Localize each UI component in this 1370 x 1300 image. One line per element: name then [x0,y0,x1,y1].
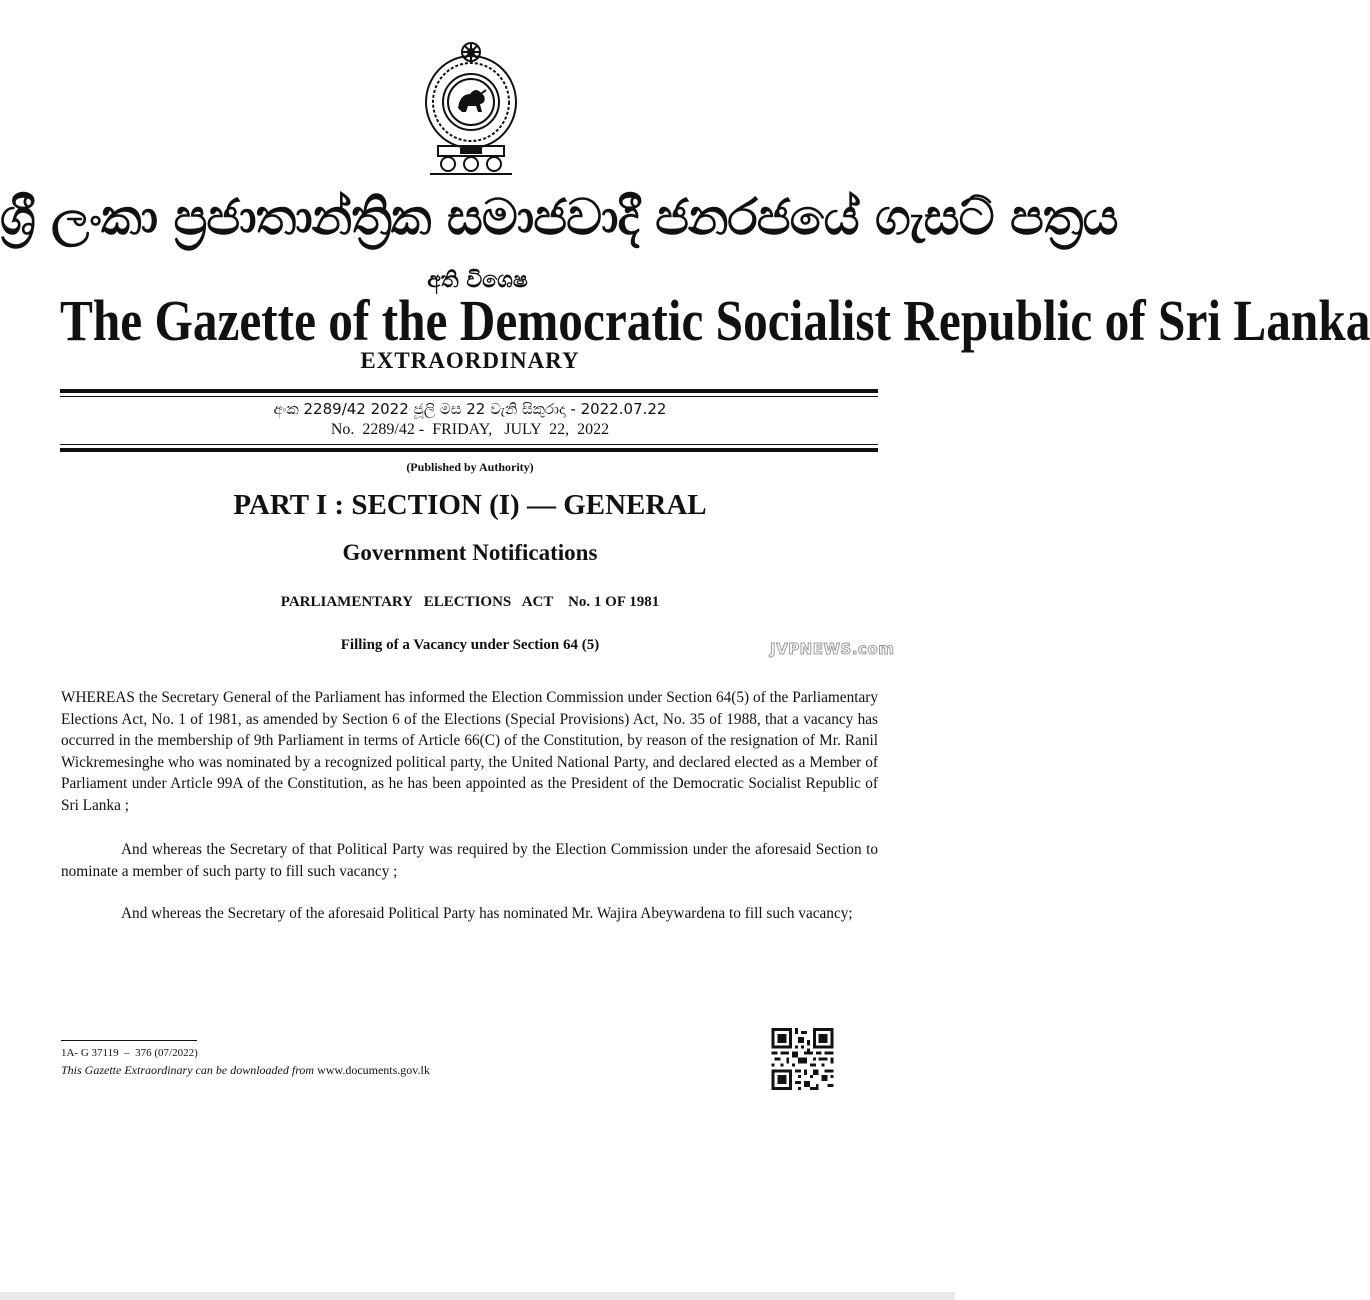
footnote-download [61,1063,430,1078]
paragraph-secretary-required: And whereas the Secretary of that Political Party was required by the Election Commission under the aforesaid Section to nominate a member of such party to fill such vacancy ; [61,841,878,880]
header-rule-bottom-thin [60,444,878,445]
paragraph-whereas: WHEREAS the Secretary General of the Parliament has informed the Election Commission under Section 64(5) of the Parliamentary Elections Act, No. 1 of 1981, as amended by Section 6 of the Elections (Special Provisions) Act, No. 35 of 1988, that a vacancy has occurred in the membership of 9th Parliament in terms of Article 66(C) of the Constitution, by reason of the resignation of Mr. Ranil Wickremesinghe who was nominated by a recognized political party, the United National Party, and declared elected as a Member of Parliament under Article 99A of the Constitution, as he has been appointed as the President of the Democratic Socialist Republic of Sri Lanka ; [61,689,878,814]
header-rule-bottom [60,448,878,452]
paragraph-nomination: And whereas the Secretary of the aforesaid Political Party has nominated Mr. Wajira Abeywardena to fill such vacancy; [121,905,853,922]
notice-subheading: Filling of a Vacancy under Section 64 (5) [340,637,600,653]
published-by-authority: (Published by Authority) [406,460,534,474]
footnote-code: 1A- G 37119 – 376 (07/2022) [61,1047,198,1059]
gazette-title-english-text: The Gazette of the Democratic Socialist Republic of Sri Lanka [60,288,1370,353]
footnote-rule [61,1040,197,1041]
page-bottom-edge [0,1292,955,1300]
header-rule-top [60,389,878,393]
qr-code-icon [771,1028,834,1090]
footnote-download-text: This Gazette Extraordinary can be downloaded from [61,1063,315,1077]
act-title: PARLIAMENTARY ELECTIONS ACT No. 1 OF 1981 [280,594,660,610]
gazette-title-sinhala: ශ්‍රී ලංකා ප්‍රජාතාන්ත්‍රික සමාජවාදී ජනරජයේ ගැසට් පත්‍රය [0,188,1118,246]
part-heading: PART I : SECTION (I) — GENERAL [233,489,707,521]
sri-lanka-state-emblem-icon [420,38,522,178]
section-heading: Government Notifications [342,540,598,565]
extraordinary-label-sinhala: අති විශෙෂ [427,268,528,293]
extraordinary-label: EXTRAORDINARY [360,348,580,373]
header-rule-top-thin [60,396,878,397]
issue-line-sinhala: අංක 2289/42 2022 ජූලි මස 22 වැනි සිකුරාදා - 2022.07.22 [273,400,667,418]
footnote-download-url: www.documents.gov.lk [314,1063,430,1077]
watermark: JVPNEWS.com [770,640,895,658]
gazette-title-english [60,288,1370,354]
issue-line-english: No. 2289/42 - FRIDAY, JULY 22, 2022 [330,421,610,438]
